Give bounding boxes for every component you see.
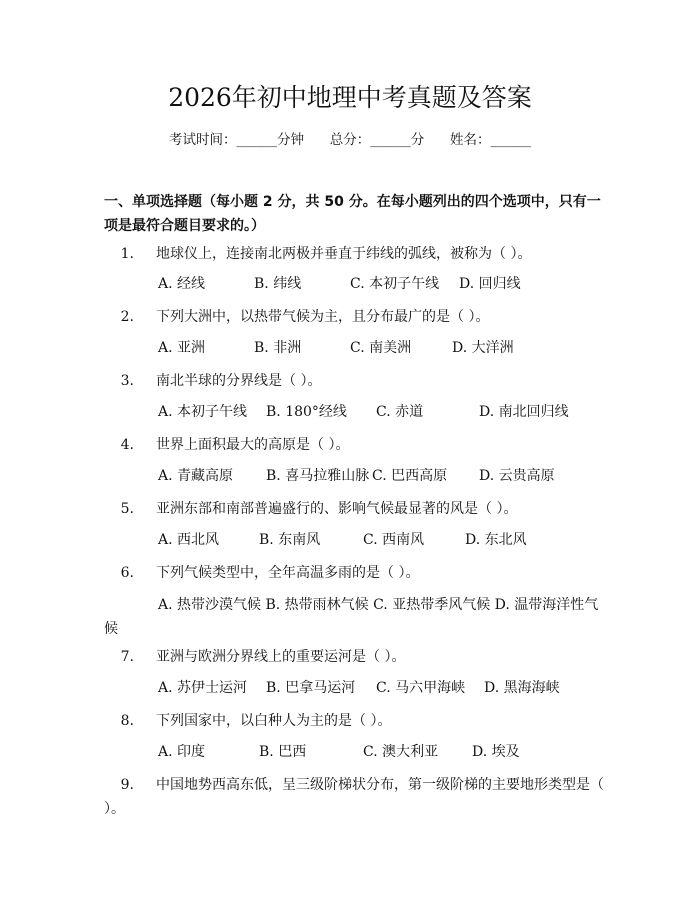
- score-blank: ______: [370, 132, 411, 148]
- question-5-options: [104, 529, 604, 551]
- question-number: 4.: [120, 437, 134, 453]
- option-a: A. 西北风: [158, 532, 220, 548]
- option-a: A. 青藏高原: [158, 468, 234, 484]
- question-1: [104, 242, 604, 266]
- question-text: 亚洲与欧洲分界线上的重要运河是（ ）。: [156, 649, 406, 665]
- time-unit: 分钟: [277, 132, 304, 148]
- question-4-options: [104, 465, 604, 487]
- question-9: [104, 773, 604, 821]
- option-b: B. 非洲: [254, 340, 302, 356]
- question-5: [104, 497, 604, 521]
- option-d: D. 埃及: [472, 744, 520, 760]
- question-4: [104, 433, 604, 457]
- question-1-options: [104, 273, 604, 295]
- option-b: B. 巴拿马运河: [266, 680, 356, 696]
- option-c: C. 马六甲海峡: [376, 680, 466, 696]
- page-title: 2026年初中地理中考真题及答案: [168, 83, 532, 112]
- question-text: 中国地势西高东低，呈三级阶梯状分布，第一级阶梯的主要地形类型是（ ）。: [104, 777, 604, 817]
- exam-info-line: [0, 130, 700, 150]
- section-heading: 一、单项选择题（每小题 2 分，共 50 分。在每小题列出的四个选项中，只有一项是最符合题目要求的。）: [104, 194, 601, 234]
- question-3-options: [104, 401, 604, 423]
- question-text: 地球仪上，连接南北两极并垂直于纬线的弧线，被称为（ ）。: [156, 246, 532, 262]
- question-number: 6.: [120, 565, 134, 581]
- question-number: 9.: [120, 777, 134, 793]
- score-label: 总分：: [329, 132, 371, 148]
- option-d: D. 东北风: [465, 532, 527, 548]
- question-number: 2.: [120, 309, 134, 325]
- option-c: C. 赤道: [376, 404, 424, 420]
- option-b: B. 东南风: [259, 532, 321, 548]
- question-6-options: A. 热带沙漠气候 B. 热带雨林气候 C. 亚热带季风气候 D. 温带海洋性气候: [104, 597, 599, 637]
- name-blank: ______: [490, 132, 531, 148]
- question-3: [104, 369, 604, 393]
- question-text: 南北半球的分界线是（ ）。: [156, 373, 322, 389]
- question-number: 8.: [120, 713, 134, 729]
- question-number: 1.: [120, 246, 134, 262]
- question-number: 3.: [120, 373, 134, 389]
- name-label: 姓名：: [450, 132, 491, 148]
- option-a: A. 印度: [158, 744, 206, 760]
- option-d: D. 南北回归线: [479, 404, 569, 420]
- question-text: 世界上面积最大的高原是（ ）。: [156, 437, 350, 453]
- question-8: [104, 709, 604, 733]
- option-d: D. 回归线: [459, 276, 521, 292]
- question-text: 下列气候类型中，全年高温多雨的是（ ）。: [156, 565, 420, 581]
- option-a: A. 亚洲: [158, 340, 206, 356]
- option-d: D. 大洋洲: [452, 340, 514, 356]
- option-b: B. 巴西: [259, 744, 307, 760]
- question-number: 5.: [120, 501, 134, 517]
- option-d: D. 云贵高原: [479, 468, 555, 484]
- option-b: B. 纬线: [254, 276, 302, 292]
- question-text: 亚洲东部和南部普遍盛行的、影响气候最显著的风是（ ）。: [156, 501, 518, 517]
- option-c: C. 澳大利亚: [363, 744, 439, 760]
- score-unit: 分: [410, 132, 425, 148]
- option-c: C. 巴西高原: [372, 468, 448, 484]
- option-a: A. 经线: [158, 276, 206, 292]
- question-text: 下列大洲中，以热带气候为主，且分布最广的是（ ）。: [156, 309, 490, 325]
- question-2: [104, 305, 604, 329]
- option-c: C. 南美洲: [350, 340, 412, 356]
- option-b: B. 喜马拉雅山脉: [266, 468, 370, 484]
- question-number: 7.: [120, 649, 134, 665]
- question-8-options: [104, 741, 604, 763]
- option-a: A. 本初子午线: [158, 404, 248, 420]
- option-a: A. 苏伊士运河: [158, 680, 248, 696]
- option-b: B. 180°经线: [266, 404, 347, 420]
- question-7-options: [104, 677, 604, 699]
- question-text: 下列国家中，以白种人为主的是（ ）。: [156, 713, 392, 729]
- time-label: 考试时间：: [169, 132, 237, 148]
- time-blank: ______: [236, 132, 277, 148]
- question-6: [104, 561, 604, 585]
- question-2-options: [104, 337, 604, 359]
- question-7: [104, 645, 604, 669]
- option-d: D. 黑海海峡: [484, 680, 560, 696]
- option-c: C. 本初子午线: [350, 276, 440, 292]
- option-c: C. 西南风: [363, 532, 425, 548]
